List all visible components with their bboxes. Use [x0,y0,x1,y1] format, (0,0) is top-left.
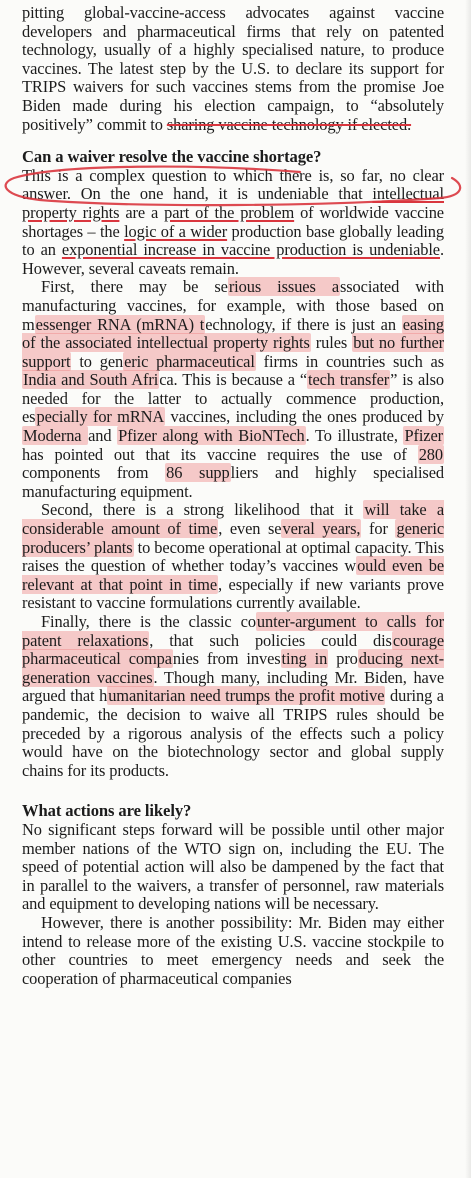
text-run: , especially if new variants prove resistant to vaccine formulations currently available. [22,574,444,613]
struck-text: sharing vaccine technology if elected. [166,114,412,134]
paragraph-3 [22,278,444,501]
underlined-text: logic of a wider [124,221,228,241]
text-run: nies from inves [172,649,281,669]
highlighted-text: easing of the associated intellectual property rights [22,314,444,353]
text-run: ” is also needed for the latter to actually commence production, es [22,370,445,427]
highlighted-text: unter-argument to calls for patent relaxations [22,612,444,650]
paragraph-4 [22,501,444,613]
text-run: , that such policies could dis [149,630,392,650]
highlighted-text: ducing next-generation vaccines [22,649,444,687]
paragraph-7: However, there is another possibility: Mr. Biden may either intend to release more of the existing U.S. vaccine stockpile to other countries to meet emergency needs and seek the cooperation of pharmaceutical companies [22,912,444,988]
text-run: and [88,426,118,446]
text-run: production base globally leading to an [22,221,444,260]
highlighted-text: but no further support [22,333,444,371]
text-run: Second, there is a strong likelihood that it [41,500,364,520]
highlighted-text: will take a considerable amount of time [22,500,444,539]
text-run: ssociated with manufacturing vaccines, for example, with those based on m [22,277,445,334]
page-edge-shadow [465,0,471,1178]
heading-actions-likely: What actions are likely? [22,801,192,821]
highlighted-text: Pfizer [404,426,444,446]
highlighted-text: tech transfer [308,370,390,390]
text-run: during a pandemic, the decision to waive all TRIPS rules should be preceded by a rigorous analysis of the effects such a policy would have on the biotechnology sector and global supply chains for its products. [22,686,444,780]
article-column [22,4,444,988]
highlighted-text: eric pharmaceutical [124,351,255,371]
highlighted-text: 86 supp [166,463,230,483]
text-run: ca. This is because a “ [159,370,308,390]
highlighted-text: India and South Afri [23,370,159,390]
highlighted-text: courage pharmaceutical compa [22,630,444,669]
text-run: to gen [71,351,124,371]
highlighted-text: Moderna [23,426,88,446]
text-run: for [361,519,396,539]
text-run: . However, several caveats remain. [22,240,444,278]
highlighted-text: ting in [281,649,328,669]
underlined-text: intellectual property rights [22,184,444,222]
text-run: First, there may be se [41,277,228,297]
underlined-text: exponential increase in vaccine production is undeniable [61,240,440,260]
highlighted-text: veral years, [282,519,361,539]
highlighted-text: umanitarian need trumps the profit motive [108,686,385,706]
highlighted-text: pecially for mRNA [36,407,165,427]
section-gap [22,780,444,802]
text-run: . Though many, including Mr. Biden, have argued that h [22,667,444,706]
text-run: vaccines, including the ones produced by [165,407,444,427]
text-run: echnology, if there is just an [205,314,402,334]
text-run: Finally, there is the classic co [41,612,256,631]
text-run: rules [310,333,353,353]
highlighted-text: rious issues a [228,277,339,297]
text-run: components from [22,463,166,483]
text-run: pro [328,649,358,669]
highlighted-text: generic producers’ plants [22,519,444,557]
paragraph-1-text: pitting global-vaccine-access advocates against vaccine developers and pharmaceutical firms that rely on patented technology, usually of a highly specialised nature, to produce vaccines. The latest step by the U.S. to declare its support for TRIPS waivers for such vaccines stems from the promise Joe Biden made during his election campaign, to “absolutely positively” commit to [22,3,444,134]
paragraph-5 [22,613,444,780]
text-run: liers and highly specialised manufacturing equipment. [22,463,444,501]
underlined-text: part of the problem [164,202,295,222]
highlighted-text: Pfizer along with BioNTech [118,426,305,446]
text-run: to become operational at optimal capacity. This raises the question of whether today’s vaccines w [22,537,444,576]
text-run: This is a complex question to which there is, so far, no clear answer. On the one hand, it is undeniable that [22,165,444,204]
highlighted-text: 280 [418,444,443,464]
text-run: of worldwide vaccine shortages – the [22,202,444,241]
paragraph-1 [22,4,444,134]
text-run: has pointed out that its vaccine requires the use of [22,444,418,464]
highlighted-text: essenger RNA (mRNA) t [35,314,205,334]
text-run: . To illustrate, [305,426,404,446]
highlighted-text: ould even be relevant at that point in time [22,556,444,594]
paragraph-2 [22,167,444,279]
text-run: are a [119,202,165,222]
text-run: firms in countries such as [255,351,444,371]
heading-vaccine-shortage: Can a waiver resolve the vaccine shortage? [22,147,322,167]
text-run: , even se [218,519,282,539]
paragraph-6: No significant steps forward will be possible until other major member nations of the WTO sign on, including the EU. The speed of potential action will also be dampened by the fact that in parallel to the waivers, a transfer of personnel, raw materials and equipment to developing nations will be necessary. [22,819,444,914]
